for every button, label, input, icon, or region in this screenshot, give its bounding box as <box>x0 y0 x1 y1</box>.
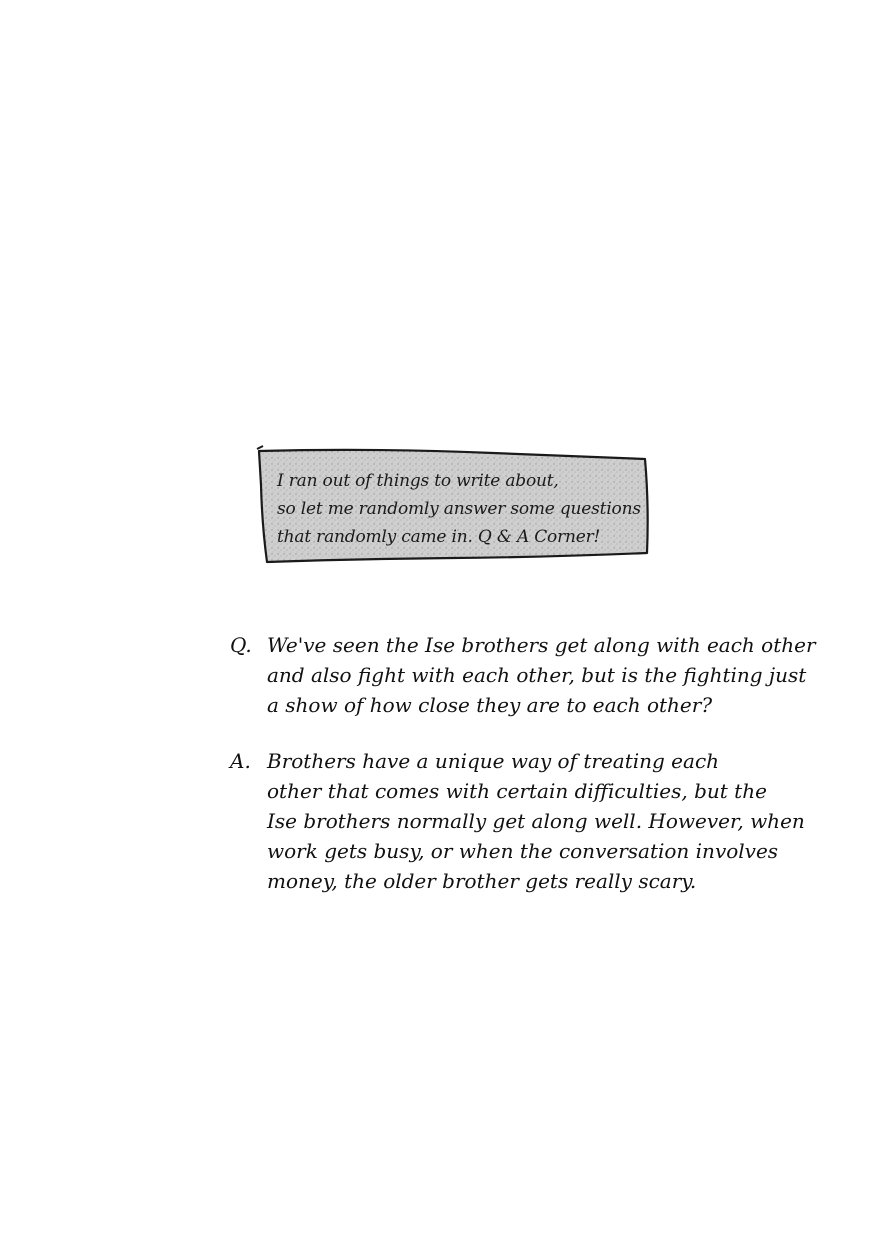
answer-line: work gets busy, or when the conversation involves <box>267 839 779 863</box>
question-line: and also fight with each other, but is the fighting just <box>267 663 807 687</box>
answer-line: other that comes with certain difficulties, but the <box>267 779 767 803</box>
answer-block <box>230 746 805 902</box>
answer-text <box>267 746 805 896</box>
answer-line: Ise brothers normally get along well. However, when <box>267 809 805 833</box>
intro-text <box>277 467 647 551</box>
question-line: We've seen the Ise brothers get along with each other <box>267 633 816 657</box>
answer-marker: A. <box>230 749 251 773</box>
answer-line: money, the older brother gets really scary. <box>267 869 697 893</box>
intro-note-box <box>253 445 653 570</box>
intro-line: that randomly came in. Q & A Corner! <box>277 527 601 547</box>
intro-line: I ran out of things to write about, <box>277 471 559 491</box>
question-marker: Q. <box>230 633 252 657</box>
question-block <box>230 630 816 726</box>
question-text <box>267 630 816 720</box>
answer-line: Brothers have a unique way of treating each <box>267 749 720 773</box>
intro-line: so let me randomly answer some questions <box>277 499 641 519</box>
question-line: a show of how close they are to each other? <box>267 693 713 717</box>
